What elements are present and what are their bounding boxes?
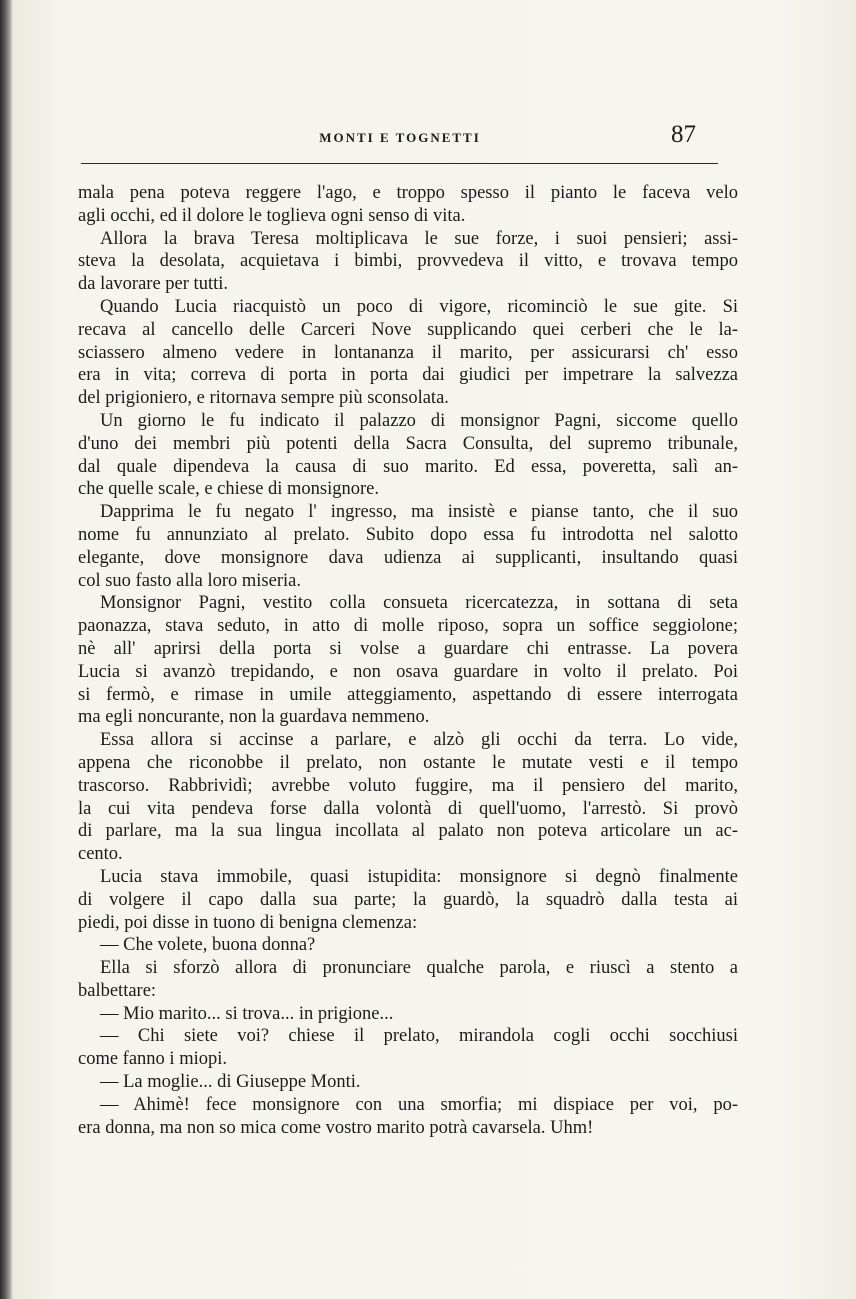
text-line: — Che volete, buona donna? xyxy=(100,935,316,956)
text-line: si fermò, e rimase in umile atteggiamento, aspettando di essere interrogata xyxy=(78,684,738,705)
paragraph xyxy=(78,1025,738,1071)
text-line: Lucia si avanzò trepidando, e non osava guardare in volto il prelato. Poi xyxy=(78,661,738,682)
text-line: Un giorno le fu indicato il palazzo di monsignor Pagni, siccome quello xyxy=(100,410,738,431)
text-line: — La moglie... di Giuseppe Monti. xyxy=(100,1072,361,1093)
text-line: paonazza, stava seduto, in atto di molle riposo, sopra un soffice seggiolone; xyxy=(78,616,738,637)
text-line: da lavorare per tutti. xyxy=(78,274,228,295)
text-line: Lucia stava immobile, quasi istupidita: monsignore si degnò finalmente xyxy=(100,866,738,887)
text-line: la cui vita pendeva forse dalla volontà di quell'uomo, l'arrestò. Si provò xyxy=(78,798,738,819)
text-line: balbettare: xyxy=(78,980,157,1001)
running-title: MONTI E TOGNETTI xyxy=(319,130,481,145)
body-text xyxy=(78,182,738,1139)
paragraph xyxy=(78,729,738,866)
text-line: di parlare, ma la sua lingua incollata al palato non poteva articolare un ac- xyxy=(78,821,738,842)
text-line: sciassero almeno vedere in lontananza il marito, per assicurarsi ch' esso xyxy=(78,342,738,363)
text-line: era donna, ma non so mica come vostro marito potrà cavarsela. Uhm! xyxy=(78,1117,594,1138)
text-line: steva la desolata, acquietava i bimbi, provvedeva il vitto, e trovava tempo xyxy=(78,251,738,272)
text-line: di volgere il capo dalla sua parte; la guardò, la squadrò dalla testa ai xyxy=(78,889,738,910)
text-line: come fanno i miopi. xyxy=(78,1049,227,1070)
text-line: cento. xyxy=(78,844,123,865)
text-line: Monsignor Pagni, vestito colla consueta ricercatezza, in sottana di seta xyxy=(100,593,738,614)
text-line: piedi, poi disse in tuono di benigna clemenza: xyxy=(78,912,418,933)
text-line: Ella si sforzò allora di pronunciare qualche parola, e riuscì a stento a xyxy=(100,958,738,979)
text-line: Quando Lucia riacquistò un poco di vigore, ricominciò le sue gite. Si xyxy=(100,296,738,317)
paragraph xyxy=(78,410,738,501)
text-line: d'uno dei membri più potenti della Sacra Consulta, del supremo tribunale, xyxy=(78,433,738,454)
paragraph xyxy=(78,1071,738,1094)
page-header xyxy=(80,118,720,152)
paragraph xyxy=(78,501,738,592)
text-line: — Chi siete voi? chiese il prelato, mirandola cogli occhi socchiusi xyxy=(100,1026,738,1047)
text-line: agli occhi, ed il dolore le toglieva ogni senso di vita. xyxy=(78,205,466,226)
text-line: mala pena poteva reggere l'ago, e troppo spesso il pianto le faceva velo xyxy=(78,183,738,203)
text-line: col suo fasto alla loro miseria. xyxy=(78,570,301,591)
text-line: ma egli noncurante, non la guardava nemmeno. xyxy=(78,707,430,728)
paragraph xyxy=(78,957,738,1003)
text-line: era in vita; correva di porta in porta dai giudici per impetrare la salvezza xyxy=(78,365,738,386)
paragraph xyxy=(78,866,738,934)
text-line: recava al cancello delle Carceri Nove supplicando quei cerberi che le la- xyxy=(78,319,738,340)
text-line: che quelle scale, e chiese di monsignore. xyxy=(78,479,380,500)
paragraph xyxy=(78,228,738,296)
page-number: 87 xyxy=(671,121,696,148)
text-line: del prigioniero, e ritornava sempre più sconsolata. xyxy=(78,388,449,409)
text-line: appena che riconobbe il prelato, non ostante le mutate vesti e il tempo xyxy=(78,752,738,773)
text-line: dal quale dipendeva la causa di suo marito. Ed essa, poveretta, salì an- xyxy=(78,456,738,477)
text-line: — Mio marito... si trova... in prigione... xyxy=(100,1003,394,1024)
text-line: Dapprima le fu negato l' ingresso, ma insistè e pianse tanto, che il suo xyxy=(100,502,738,523)
paragraph xyxy=(78,934,738,957)
text-line: trascorso. Rabbrividì; avrebbe voluto fuggire, ma il pensiero del marito, xyxy=(78,775,738,796)
text-line: — Ahimè! fece monsignore con una smorfia; mi dispiace per voi, po- xyxy=(100,1094,738,1115)
paragraph xyxy=(78,296,738,410)
book-spine-shadow xyxy=(0,0,13,1299)
text-line: elegante, dove monsignore dava udienza ai supplicanti, insultando quasi xyxy=(78,547,738,568)
paragraph xyxy=(78,1003,738,1026)
paragraph xyxy=(78,182,738,228)
paragraph xyxy=(78,592,738,729)
text-line: Essa allora si accinse a parlare, e alzò gli occhi da terra. Lo vide, xyxy=(100,730,738,751)
text-line: nè all' aprirsi della porta si volse a guardare chi entrasse. La povera xyxy=(78,638,738,659)
header-rule xyxy=(81,163,718,164)
text-line: Allora la brava Teresa moltiplicava le sue forze, i suoi pensieri; assi- xyxy=(100,228,738,249)
text-line: nome fu annunziato al prelato. Subito dopo essa fu introdotta nel salotto xyxy=(78,524,738,545)
paragraph xyxy=(78,1094,738,1140)
